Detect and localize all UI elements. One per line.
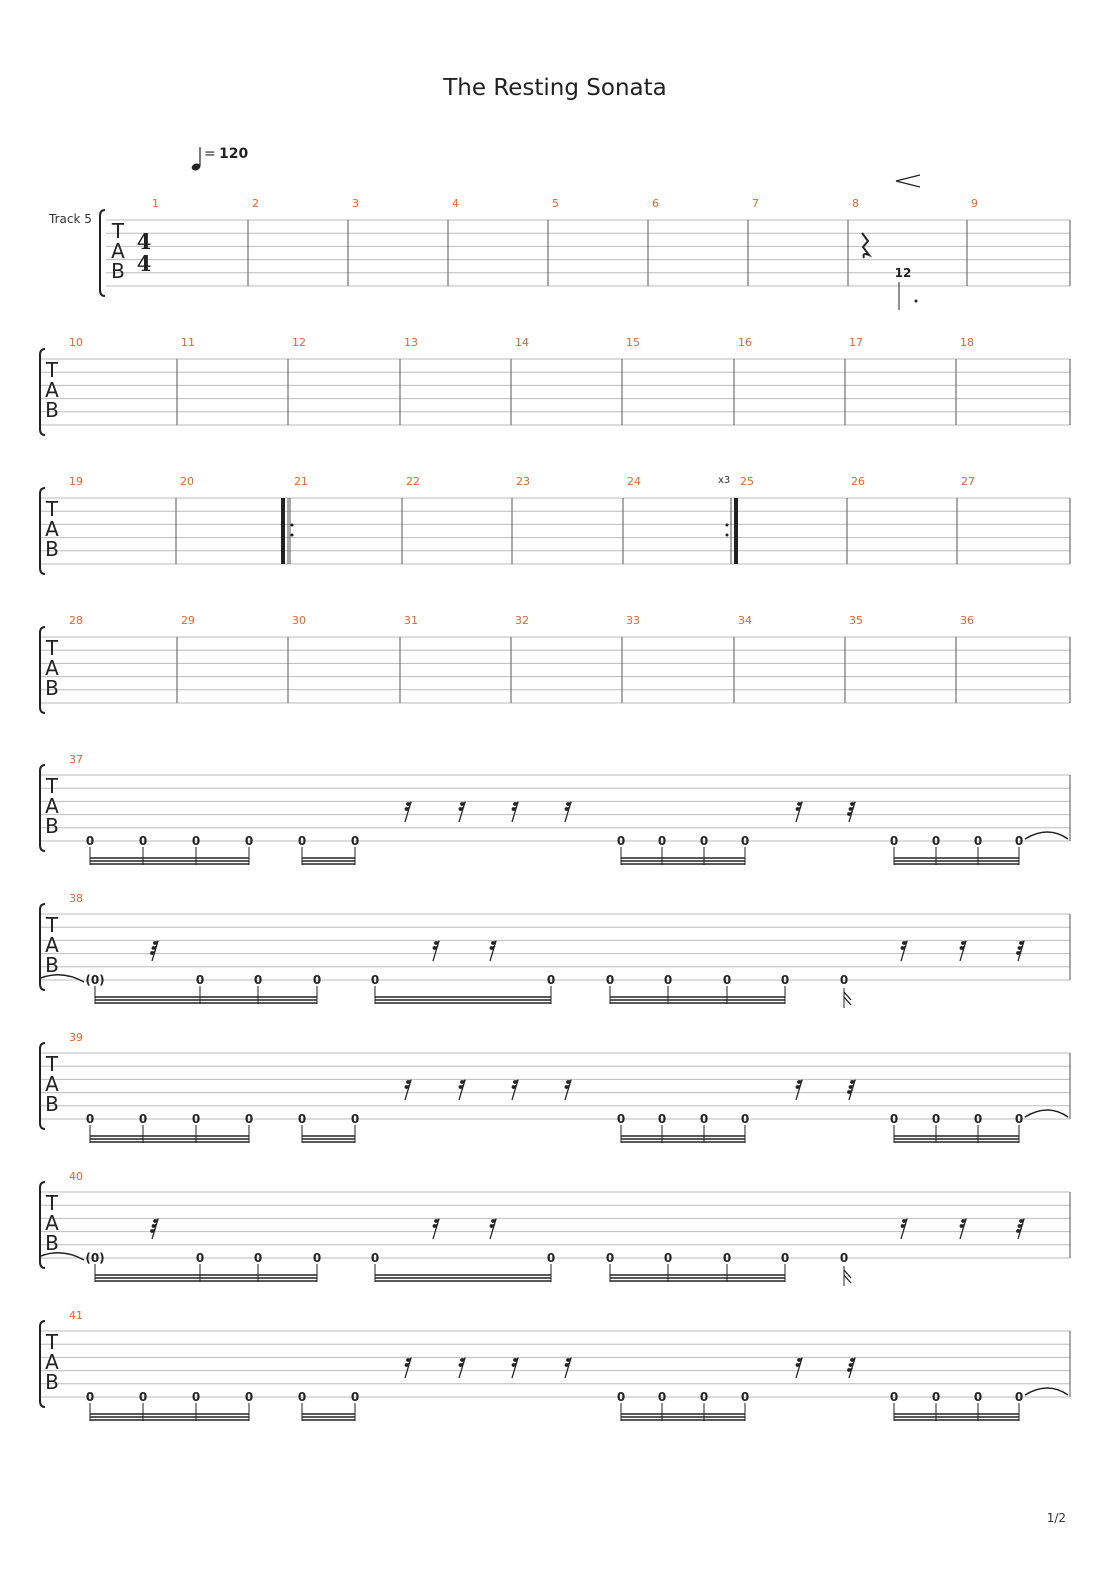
tie-arc (1025, 1110, 1068, 1117)
thirty-second-rest-icon (1016, 941, 1024, 961)
bar-number: 27 (961, 475, 975, 488)
bar-number: 36 (960, 614, 974, 627)
bar-number: 35 (849, 614, 863, 627)
tempo-equals: = (204, 146, 216, 162)
tab-system (40, 336, 1070, 435)
fret-number: 0 (931, 1112, 941, 1126)
bar-number: 16 (738, 336, 752, 349)
bar-number: 10 (69, 336, 83, 349)
tie-arc (1025, 1388, 1068, 1395)
fret-number: 0 (85, 1390, 95, 1404)
bar-number: 21 (294, 475, 308, 488)
tie-arc (41, 975, 84, 982)
tab-system (40, 475, 1070, 574)
tempo-marking (191, 146, 249, 172)
sixteenth-rest-icon (796, 802, 803, 822)
tab-clef-b: B (45, 1370, 59, 1394)
sixteenth-rest-icon (459, 1358, 466, 1378)
bar-number: 9 (971, 197, 978, 210)
fret-number: 0 (605, 973, 615, 987)
bar-number: 30 (292, 614, 306, 627)
fret-number: 0 (297, 1390, 307, 1404)
note-flag (844, 992, 851, 1005)
fret-number: 0 (350, 1112, 360, 1126)
fret-number: 0 (1014, 1390, 1024, 1404)
fret-number: 0 (740, 1112, 750, 1126)
bar-number: 3 (352, 197, 359, 210)
tab-clef-b: B (45, 1092, 59, 1116)
bar-number: 2 (252, 197, 259, 210)
fret-number: 0 (370, 1251, 380, 1265)
fret-number: 0 (663, 973, 673, 987)
tab-clef-a: A (45, 1211, 59, 1235)
thirty-second-rest-icon (847, 1080, 855, 1100)
time-signature-top: 4 (136, 229, 152, 254)
fret-number: 0 (931, 1390, 941, 1404)
sixteenth-rest-icon (565, 802, 572, 822)
tab-system (40, 892, 1070, 1008)
thirty-second-rest-icon (847, 802, 855, 822)
tab-clef-a: A (45, 656, 59, 680)
repeat-dot (291, 534, 294, 537)
tab-clef-a: A (45, 378, 59, 402)
repeat-count: x3 (718, 475, 731, 486)
tab-clef-b: B (45, 398, 59, 422)
tempo-value: 120 (219, 146, 249, 162)
tab-clef-t: T (45, 913, 59, 937)
fret-number: 0 (195, 973, 205, 987)
fret-number: 0 (740, 1390, 750, 1404)
fret-number: 0 (195, 1251, 205, 1265)
repeat-dot (726, 524, 729, 527)
bar-number: 33 (626, 614, 640, 627)
quarter-rest-icon (862, 233, 869, 258)
tab-clef-a: A (45, 517, 59, 541)
fret-number: 0 (780, 1251, 790, 1265)
fret-number: 0 (350, 1390, 360, 1404)
fret-number: 0 (699, 1390, 709, 1404)
fret-number: 0 (616, 1112, 626, 1126)
time-signature-bottom: 4 (136, 251, 152, 276)
tab-system (40, 1170, 1070, 1286)
fret-number: 0 (244, 1390, 254, 1404)
bar-number: 20 (180, 475, 194, 488)
tab-clef-t: T (45, 636, 59, 660)
tab-clef-t: T (45, 497, 59, 521)
tab-clef-b: B (45, 814, 59, 838)
bar-number: 28 (69, 614, 83, 627)
bar-number: 29 (181, 614, 195, 627)
fret-number: 0 (297, 834, 307, 848)
fret-number: (0) (85, 1251, 105, 1265)
fret-number: 0 (657, 834, 667, 848)
fret-number: 0 (312, 1251, 322, 1265)
sixteenth-rest-icon (433, 941, 440, 961)
fret-number: 0 (699, 1112, 709, 1126)
bar-number: 15 (626, 336, 640, 349)
tab-clef-a: A (45, 1350, 59, 1374)
sixteenth-rest-icon (405, 1080, 412, 1100)
sixteenth-rest-icon (405, 1358, 412, 1378)
thirty-second-rest-icon (847, 1358, 855, 1378)
sixteenth-rest-icon (960, 941, 967, 961)
fret-number: 0 (605, 1251, 615, 1265)
sixteenth-rest-icon (512, 802, 519, 822)
bar-number: 12 (292, 336, 306, 349)
repeat-dot (726, 534, 729, 537)
track-name: Track 5 (49, 212, 92, 226)
fret-number: 0 (191, 1112, 201, 1126)
tab-clef-t: T (45, 1052, 59, 1076)
fret-number: 0 (253, 1251, 263, 1265)
fret-number: 0 (722, 1251, 732, 1265)
bar-number: 39 (69, 1031, 83, 1044)
thirty-second-rest-icon (150, 941, 158, 961)
fret-number: 0 (889, 1112, 899, 1126)
fret-number: 0 (973, 834, 983, 848)
tab-clef-t: T (45, 774, 59, 798)
tab-clef-b: B (111, 259, 125, 283)
sixteenth-rest-icon (796, 1358, 803, 1378)
tab-clef-a: A (45, 794, 59, 818)
bar-number: 4 (452, 197, 459, 210)
crescendo-hairpin-icon (896, 175, 920, 187)
system-bracket (100, 210, 105, 296)
fret-number: 0 (350, 834, 360, 848)
fret-number: 0 (839, 973, 849, 987)
tab-system (40, 1309, 1070, 1421)
sixteenth-rest-icon (512, 1358, 519, 1378)
sixteenth-rest-icon (565, 1358, 572, 1378)
tab-clef-t: T (45, 1191, 59, 1215)
sixteenth-rest-icon (901, 941, 908, 961)
tab-system (40, 614, 1070, 713)
bar-number: 22 (406, 475, 420, 488)
fret-number: 0 (244, 1112, 254, 1126)
tab-clef-t: T (45, 358, 59, 382)
bar-number: 24 (627, 475, 641, 488)
bar-number: 11 (181, 336, 195, 349)
sixteenth-rest-icon (960, 1219, 967, 1239)
tab-clef-b: B (45, 537, 59, 561)
bar-number: 40 (69, 1170, 83, 1183)
fret-number: 0 (191, 1390, 201, 1404)
tab-clef-b: B (45, 676, 59, 700)
tab-clef-a: A (111, 239, 125, 263)
fret-number: 0 (297, 1112, 307, 1126)
fret-number: 0 (546, 973, 556, 987)
fret-number: 0 (138, 1390, 148, 1404)
sixteenth-rest-icon (490, 1219, 497, 1239)
bar-number: 25 (740, 475, 754, 488)
bar-number: 6 (652, 197, 659, 210)
thirty-second-rest-icon (150, 1219, 158, 1239)
bar-number: 14 (515, 336, 529, 349)
page-number: 1/2 (1046, 1511, 1066, 1525)
fret-number: 0 (889, 834, 899, 848)
fret-number: 0 (191, 834, 201, 848)
bar-number: 23 (516, 475, 530, 488)
fret-number: 0 (546, 1251, 556, 1265)
dotted-note-dot (915, 300, 918, 303)
thirty-second-rest-icon (1016, 1219, 1024, 1239)
fret-number: 0 (370, 973, 380, 987)
bar-number: 1 (152, 197, 159, 210)
fret-number: 0 (244, 834, 254, 848)
bar-number: 31 (404, 614, 418, 627)
fret-number: 0 (663, 1251, 673, 1265)
fret-number: 0 (138, 834, 148, 848)
sixteenth-rest-icon (459, 1080, 466, 1100)
fret-number: 12 (894, 266, 912, 280)
fret-number: 0 (1014, 1112, 1024, 1126)
fret-number: 0 (616, 1390, 626, 1404)
sixteenth-rest-icon (565, 1080, 572, 1100)
fret-number: 0 (85, 834, 95, 848)
bar-number: 8 (852, 197, 859, 210)
sixteenth-rest-icon (405, 802, 412, 822)
tab-clef-a: A (45, 1072, 59, 1096)
fret-number: 0 (973, 1112, 983, 1126)
bar-number: 32 (515, 614, 529, 627)
fret-number: (0) (85, 973, 105, 987)
tab-clef-b: B (45, 1231, 59, 1255)
tab-system (48, 175, 1070, 310)
sixteenth-rest-icon (512, 1080, 519, 1100)
bar-number: 7 (752, 197, 759, 210)
fret-number: 0 (657, 1390, 667, 1404)
bar-number: 18 (960, 336, 974, 349)
tab-clef-t: T (45, 1330, 59, 1354)
sixteenth-rest-icon (490, 941, 497, 961)
fret-number: 0 (722, 973, 732, 987)
fret-number: 0 (253, 973, 263, 987)
fret-number: 0 (657, 1112, 667, 1126)
fret-number: 0 (616, 834, 626, 848)
bar-number: 19 (69, 475, 83, 488)
tab-system (40, 1031, 1070, 1143)
note-flag (844, 1270, 851, 1283)
fret-number: 0 (699, 834, 709, 848)
fret-number: 0 (740, 834, 750, 848)
bar-number: 38 (69, 892, 83, 905)
fret-number: 0 (780, 973, 790, 987)
tab-clef-t: T (111, 219, 125, 243)
score-title: The Resting Sonata (443, 75, 667, 101)
tab-clef-b: B (45, 953, 59, 977)
fret-number: 0 (138, 1112, 148, 1126)
bar-number: 13 (404, 336, 418, 349)
fret-number: 0 (973, 1390, 983, 1404)
sixteenth-rest-icon (796, 1080, 803, 1100)
fret-number: 0 (312, 973, 322, 987)
tie-arc (41, 1253, 84, 1260)
tie-arc (1025, 832, 1068, 839)
bar-number: 37 (69, 753, 83, 766)
sixteenth-rest-icon (433, 1219, 440, 1239)
bar-number: 5 (552, 197, 559, 210)
tab-clef-a: A (45, 933, 59, 957)
tab-system (40, 753, 1070, 865)
sixteenth-rest-icon (459, 802, 466, 822)
bar-number: 34 (738, 614, 752, 627)
bar-number: 17 (849, 336, 863, 349)
fret-number: 0 (1014, 834, 1024, 848)
fret-number: 0 (931, 834, 941, 848)
bar-number: 41 (69, 1309, 83, 1322)
fret-number: 0 (889, 1390, 899, 1404)
bar-number: 26 (851, 475, 865, 488)
sixteenth-rest-icon (901, 1219, 908, 1239)
fret-number: 0 (85, 1112, 95, 1126)
repeat-dot (291, 524, 294, 527)
fret-number: 0 (839, 1251, 849, 1265)
